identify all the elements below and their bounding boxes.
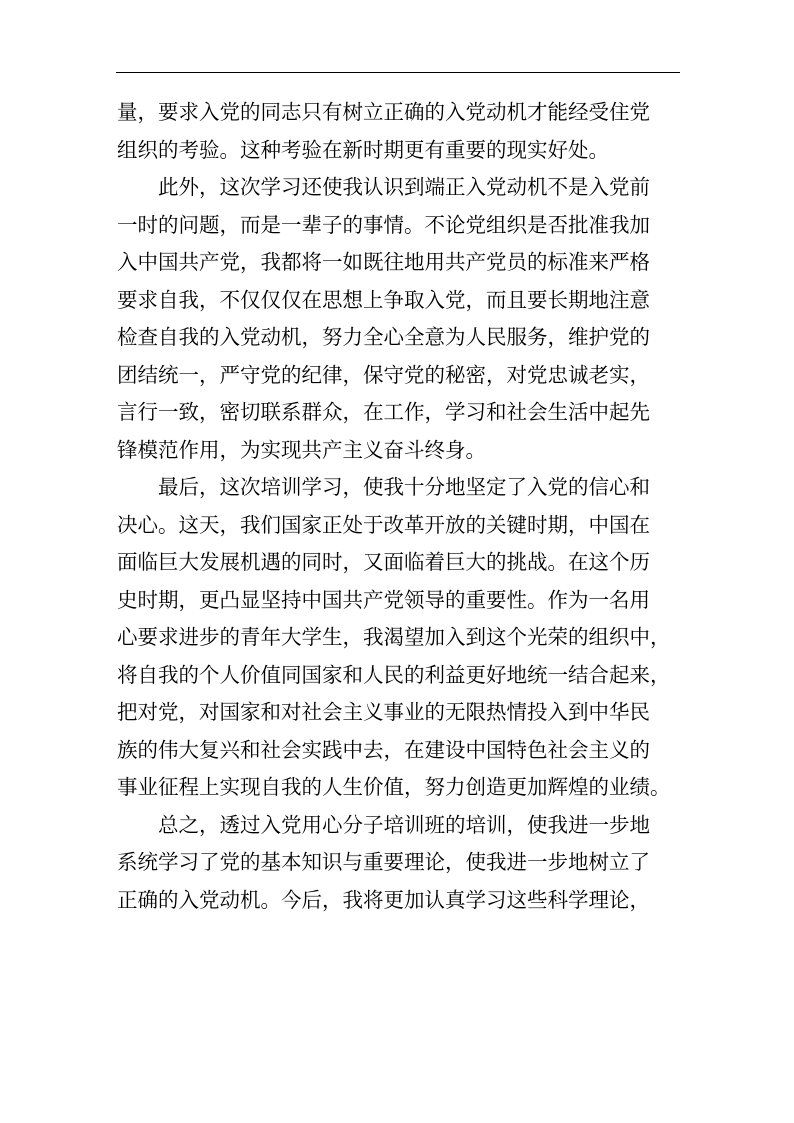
text-line: 事业征程上实现自我的人生价值，努力创造更加辉煌的业绩。 [117, 775, 671, 799]
text-line: 言行一致，密切联系群众，在工作，学习和社会生活中起先 [117, 400, 650, 424]
text-line: 正确的入党动机。今后，我将更加认真学习这些科学理论， [117, 887, 650, 912]
text-line: 团结统一，严守党的纪律，保守党的秘密，对党忠诚老实， [117, 362, 650, 387]
text-line: 检查自我的入党动机，努力全心全意为人民服务，维护党的 [117, 325, 650, 349]
text-line: 组织的考验。这种考验在新时期更有重要的现实好处。 [117, 137, 609, 162]
text-line: 一时的问题，而是一辈子的事情。不论党组织是否批准我加 [117, 212, 650, 237]
text-line: 锋模范作用，为实现共产主义奋斗终身。 [117, 437, 486, 462]
text-line: 族的伟大复兴和社会实践中去，在建设中国特色社会主义的 [117, 737, 650, 762]
paragraph-start-line: 最后，这次培训学习，使我十分地坚定了入党的信心和 [158, 475, 650, 499]
paragraph-start-line: 总之，透过入党用心分子培训班的培训，使我进一步地 [158, 812, 650, 837]
text-line: 将自我的个人价值同国家和人民的利益更好地统一结合起来， [117, 662, 671, 687]
text-line: 面临巨大发展机遇的同时，又面临着巨大的挑战。在这个历 [117, 550, 650, 574]
paragraph-start-line: 此外，这次学习还使我认识到端正入党动机不是入党前 [158, 175, 650, 199]
text-line: 要求自我，不仅仅仅在思想上争取入党，而且要长期地注意 [117, 287, 650, 312]
text-line: 心要求进步的青年大学生，我渴望加入到这个光荣的组织中， [117, 625, 671, 649]
text-line: 把对党，对国家和对社会主义事业的无限热情投入到中华民 [117, 700, 650, 724]
text-line: 决心。这天，我们国家正处于改革开放的关键时期，中国在 [117, 512, 650, 537]
text-line: 史时期，更凸显坚持中国共产党领导的重要性。作为一名用 [117, 587, 650, 612]
text-line: 系统学习了党的基本知识与重要理论，使我进一步地树立了 [117, 850, 650, 874]
text-line: 量，要求入党的同志只有树立正确的入党动机才能经受住党 [117, 100, 650, 124]
header-rule [116, 72, 680, 73]
body-text [117, 94, 687, 919]
text-line: 入中国共产党，我都将一如既往地用共产党员的标准来严格 [117, 250, 650, 274]
